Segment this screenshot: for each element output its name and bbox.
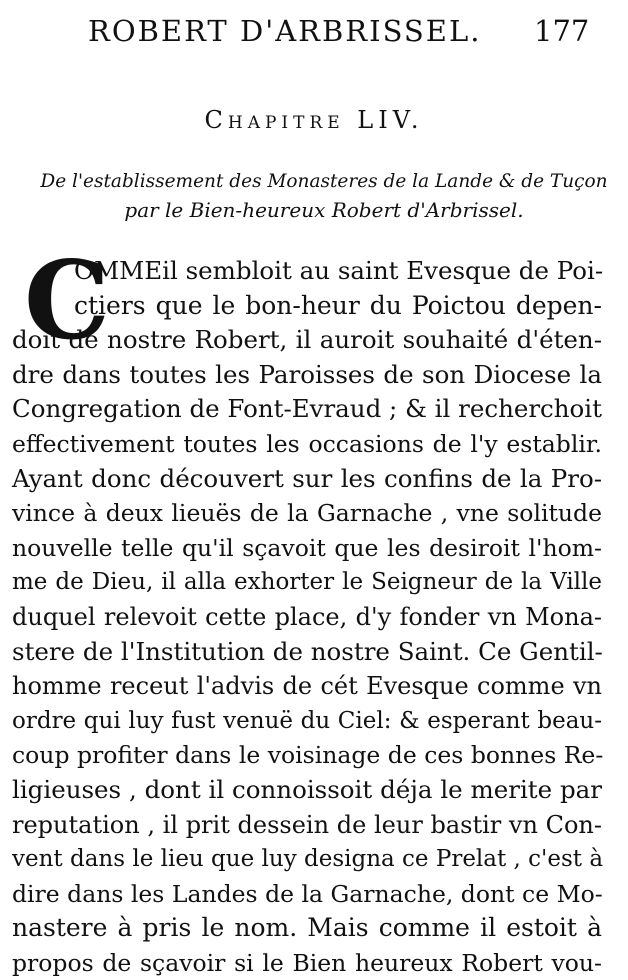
chapter-heading: Chapitre LIV. <box>204 106 424 134</box>
running-head <box>0 14 628 54</box>
drop-cap: C <box>24 238 110 364</box>
text-line: OMMEil sembloit au saint Evesque de Poi- <box>74 256 604 285</box>
text-line: Ayant donc découvert sur les confins de la Pro- <box>12 463 602 493</box>
body-text <box>12 254 602 980</box>
text-line: doit de nostre Robert, il auroit souhaité d'éten- <box>12 325 602 355</box>
text-line: dre dans toutes les Paroisses de son Diocese la <box>12 359 602 389</box>
text-line: Congregation de Font-Evraud ; & il recherchoit <box>12 394 602 424</box>
text-line: me de Dieu, il alla exhorter le Seigneur de la Ville <box>12 569 602 596</box>
text-line: effectivement toutes les occasions de l'y establir. <box>12 429 602 458</box>
running-head-title: ROBERT D'ARBRISSEL. <box>88 14 482 48</box>
text-line: reputation , il prit dessein de leur bastir vn Con- <box>12 810 602 839</box>
text-line: homme receut l'advis de cét Evesque comme vn <box>12 672 602 701</box>
text-line: ctiers que le bon-heur du Poictou depen- <box>74 290 602 320</box>
subtitle-line: par le Bien-heureux Robert d'Arbrissel. <box>124 198 524 222</box>
text-line: stere de l'Institution de nostre Saint. Ce Gentil- <box>12 636 603 666</box>
chapter-subtitle <box>34 168 614 224</box>
text-line: coup profiter dans le voisinage de ces bonnes Re- <box>12 741 604 770</box>
page-number: 177 <box>534 14 590 48</box>
text-line: nouvelle telle qu'il sçavoit que les desiroit l'hom- <box>12 533 602 562</box>
text-line: ligieuses , dont il connoissoit déja le merite par <box>12 774 602 804</box>
text-line: vince à deux lieuës de la Garnache , vne solitude <box>12 499 602 528</box>
text-line: dire dans les Landes de la Garnache, dont ce Mo- <box>12 879 603 908</box>
text-line: ordre qui luy fust venuë du Ciel: & esperant beau- <box>12 707 602 734</box>
subtitle-line: De l'establissement des Monasteres de la Lande & de Tuçon <box>40 171 608 192</box>
text-line: propos de sçavoir si le Bien heureux Robert vou- <box>12 948 602 977</box>
text-line: nastere à pris le nom. Mais comme il estoit à <box>12 913 602 943</box>
text-line: vent dans le lieu que luy designa ce Prelat , c'est à <box>12 846 604 873</box>
text-line: duquel relevoit cette place, d'y fonder vn Mona- <box>12 602 602 631</box>
